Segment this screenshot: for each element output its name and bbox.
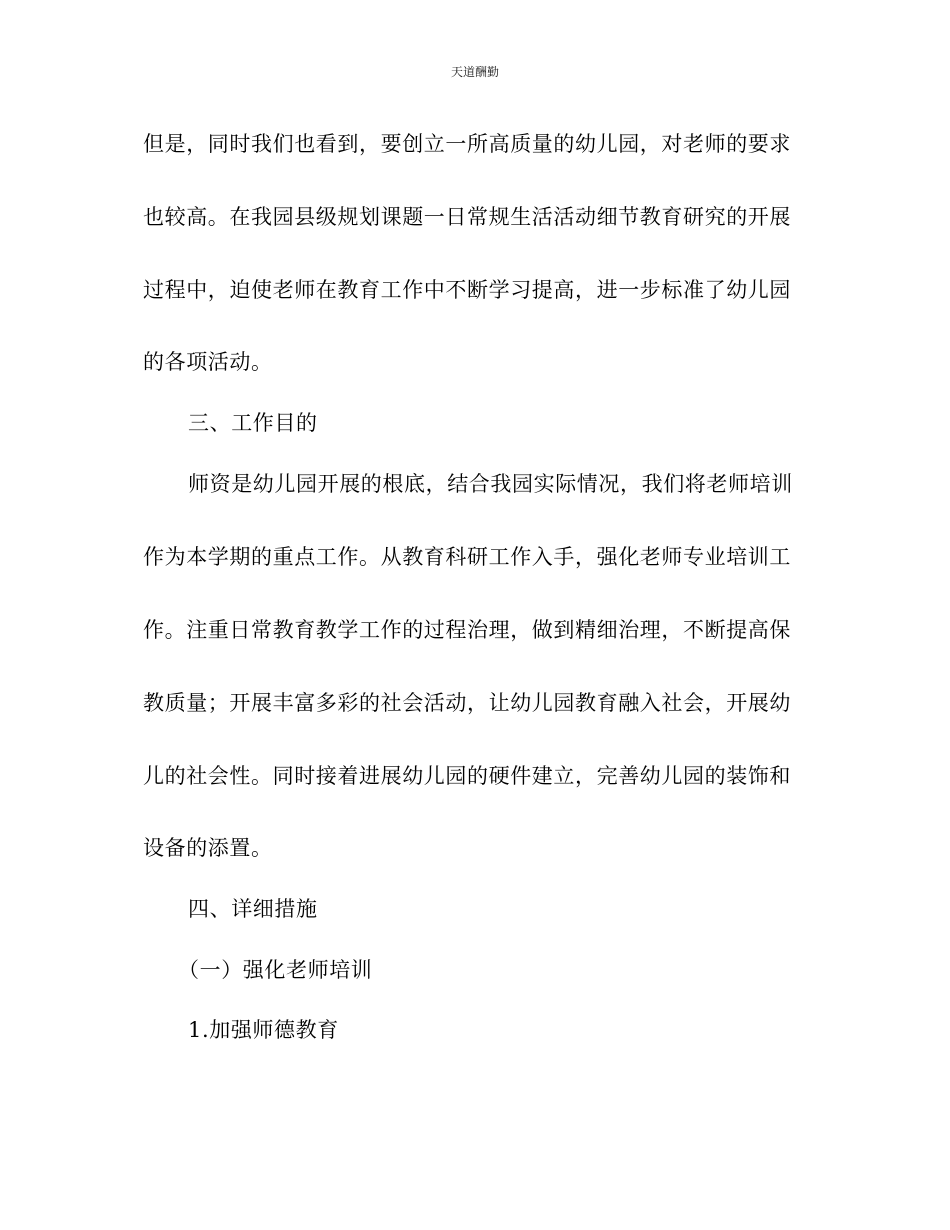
paragraph-line: 作。注重日常教育教学工作的过程治理，做到精细治理，不断提高保 xyxy=(143,618,791,642)
paragraph-line: 教质量；开展丰富多彩的社会活动，让幼儿园教育融入社会，开展幼 xyxy=(143,691,791,715)
paragraph-line: 过程中，迫使老师在教育工作中不断学习提高，进一步标准了幼儿园 xyxy=(143,278,791,302)
paragraph-line: 作为本学期的重点工作。从教育科研工作入手，强化老师专业培训工 xyxy=(143,545,791,569)
paragraph-line: 的各项活动。 xyxy=(143,350,273,374)
section-heading: 四、详细措施 xyxy=(188,897,318,921)
subsection-heading: （一）强化老师培训 xyxy=(178,958,373,982)
paragraph-line: 但是，同时我们也看到，要创立一所高质量的幼儿园，对老师的要求 xyxy=(143,132,791,156)
page-header: 天道酬勤 xyxy=(450,65,499,79)
section-heading: 三、工作目的 xyxy=(188,411,318,435)
paragraph-line: 儿的社会性。同时接着进展幼儿园的硬件建立，完善幼儿园的装饰和 xyxy=(143,764,791,788)
paragraph-line: 也较高。在我园县级规划课题一日常规生活活动细节教育研究的开展 xyxy=(143,205,791,229)
paragraph-line: 师资是幼儿园开展的根底，结合我园实际情况，我们将老师培训 xyxy=(188,472,793,496)
paragraph-line: 设备的添置。 xyxy=(143,836,273,860)
item-heading: 1.加强师德教育 xyxy=(188,1018,339,1042)
